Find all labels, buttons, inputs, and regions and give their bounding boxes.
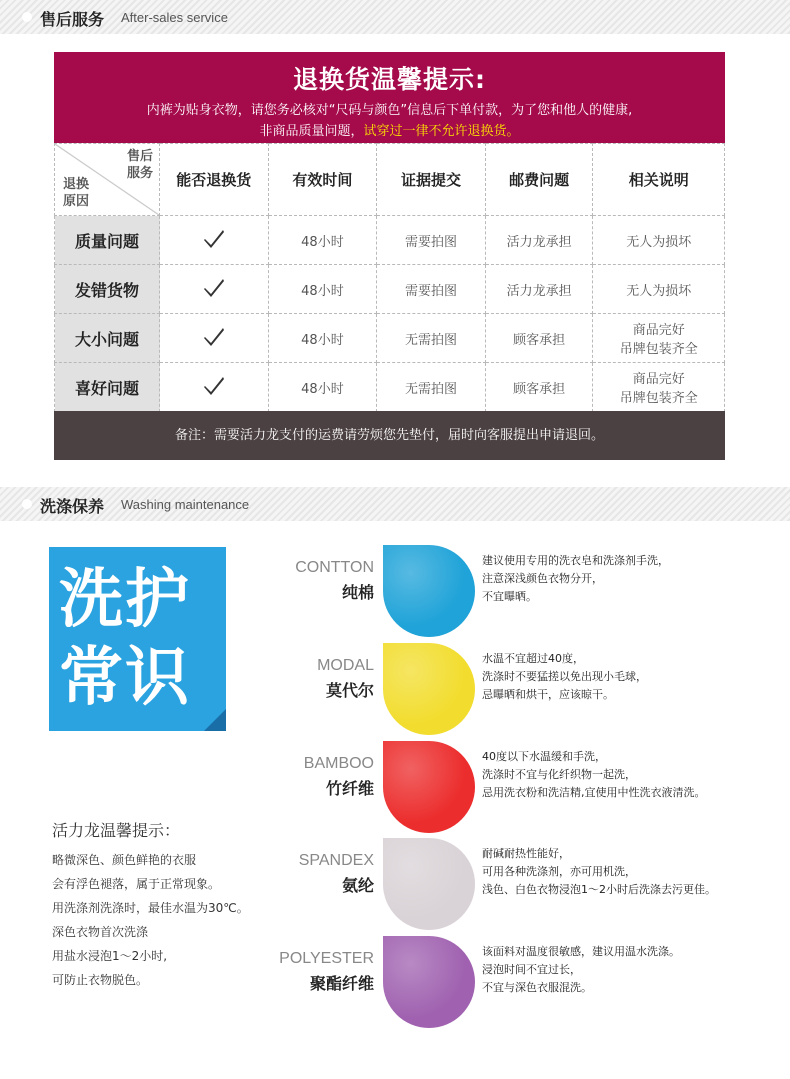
banner-title: 退换货温馨提示: xyxy=(293,65,486,94)
care-line: 可用各种洗涤剂，亦可用机洗， xyxy=(482,865,636,878)
care-line: 忌用洗衣粉和洗洁精,宜使用中性洗衣液清洗。 xyxy=(482,786,706,799)
remark-line: 无人为损坏 xyxy=(626,283,692,299)
remark-cell xyxy=(593,265,725,314)
care-line: 该面料对温度很敏感，建议用温水洗涤。 xyxy=(482,945,680,958)
time-cell: 48小时 xyxy=(268,265,377,314)
check-icon xyxy=(203,325,225,347)
returnable-cell xyxy=(160,265,269,314)
care-line: 不宜曝晒。 xyxy=(482,590,537,603)
tips-heading: 活力龙温馨提示： xyxy=(52,821,181,840)
tips-line: 会有浮色褪落，属于正常现象。 xyxy=(52,877,221,891)
care-line: 洗涤时不要猛搓以免出现小毛球， xyxy=(482,670,647,683)
section-header-washing xyxy=(0,487,790,521)
tips-line: 用洗涤剂洗涤时，最佳水温为30℃。 xyxy=(52,901,249,915)
care-line: 忌曝晒和烘干，应该晾干。 xyxy=(482,688,614,701)
tips-line: 可防止衣物脱色。 xyxy=(52,973,149,987)
bullet-dot-icon xyxy=(22,12,32,22)
table-header-row xyxy=(55,144,725,216)
fabric-name-zh: 莫代尔 xyxy=(325,681,374,700)
column-header: 有效时间 xyxy=(268,144,377,216)
postage-cell: 活力龙承担 xyxy=(485,265,593,314)
care-line: 洗涤时不宜与化纤织物一起洗， xyxy=(482,768,636,781)
column-header: 证据提交 xyxy=(377,144,486,216)
fabric-swatch xyxy=(383,545,475,637)
postage-cell: 顾客承担 xyxy=(485,363,593,412)
care-title-line-2: 常识 xyxy=(59,641,191,715)
evidence-cell: 无需拍图 xyxy=(377,363,486,412)
bullet-dot-icon xyxy=(22,499,32,509)
fabric-swatch xyxy=(383,643,475,735)
banner-line-2-plain: 非商品质量问题， xyxy=(259,124,364,139)
remark-cell xyxy=(593,216,725,265)
row-reason: 喜好问题 xyxy=(55,363,160,412)
section-header-after-sales xyxy=(0,0,790,34)
fabric-name-en: POLYESTER xyxy=(279,950,374,967)
table-row xyxy=(55,363,725,412)
fabric-name-zh: 聚酯纤维 xyxy=(309,974,374,993)
fabric-name-zh: 竹纤维 xyxy=(325,779,374,798)
row-reason: 质量问题 xyxy=(55,216,160,265)
evidence-cell: 无需拍图 xyxy=(377,314,486,363)
fabric-swatch xyxy=(383,741,475,833)
returnable-cell xyxy=(160,216,269,265)
fabric-swatch xyxy=(383,838,475,930)
fabric-name-en: CONTTON xyxy=(295,559,374,576)
check-icon xyxy=(203,374,225,396)
fabric-name-zh: 纯棉 xyxy=(341,583,374,602)
tips-line: 略微深色、颜色鲜艳的衣服 xyxy=(52,853,197,867)
fabric-name-en: MODAL xyxy=(317,657,374,674)
table-row xyxy=(55,314,725,363)
column-header: 能否退换货 xyxy=(160,144,269,216)
time-cell: 48小时 xyxy=(268,314,377,363)
folded-corner-icon xyxy=(204,709,226,731)
care-title-line-1: 洗护 xyxy=(59,563,191,637)
care-line: 40度以下水温缓和手洗， xyxy=(482,750,606,763)
remark-cell xyxy=(593,363,725,412)
postage-cell: 顾客承担 xyxy=(485,314,593,363)
remark-line: 商品完好 xyxy=(632,323,685,338)
returnable-cell xyxy=(160,314,269,363)
care-line: 建议使用专用的洗衣皂和洗涤剂手洗， xyxy=(482,554,669,567)
fabric-swatch xyxy=(383,936,475,1028)
tips-line: 深色衣物首次洗涤 xyxy=(52,925,149,939)
fabric-care-description xyxy=(482,845,716,899)
section-title: 售后服务 xyxy=(40,10,105,29)
footnote-bar: 备注：需要活力龙支付的运费请劳烦您先垫付，届时向客服提出申请退回。 xyxy=(54,411,725,460)
table-row xyxy=(55,216,725,265)
fabric-name-en: SPANDEX xyxy=(298,852,374,869)
return-notice-banner xyxy=(54,52,725,143)
fabric-care-description xyxy=(482,748,706,802)
row-reason: 大小问题 xyxy=(55,314,160,363)
table-row xyxy=(55,265,725,314)
fabric-care-description xyxy=(482,552,669,606)
remark-line: 无人为损坏 xyxy=(626,234,692,250)
care-line: 水温不宜超过40度， xyxy=(482,652,584,665)
returnable-cell xyxy=(160,363,269,412)
time-cell: 48小时 xyxy=(268,216,377,265)
fabric-name-en: BAMBOO xyxy=(303,755,374,772)
remark-cell xyxy=(593,314,725,363)
fabric-care-description xyxy=(482,943,680,997)
diagonal-header xyxy=(55,144,159,215)
care-line: 耐碱耐热性能好， xyxy=(482,847,570,860)
postage-cell: 活力龙承担 xyxy=(485,216,593,265)
evidence-cell: 需要拍图 xyxy=(377,265,486,314)
section-subtitle: After-sales service xyxy=(121,10,228,25)
tips-line: 用盐水浸泡1～2小时, xyxy=(52,949,168,963)
check-icon xyxy=(203,227,225,249)
evidence-cell: 需要拍图 xyxy=(377,216,486,265)
banner-line-2 xyxy=(54,120,725,139)
section-title: 洗涤保养 xyxy=(40,497,105,516)
banner-line-1: 内裤为贴身衣物，请您务必核对“尺码与颜色”信息后下单付款，为了您和他人的健康, xyxy=(146,103,633,118)
remark-line: 吊牌包装齐全 xyxy=(619,391,698,406)
remark-line: 吊牌包装齐全 xyxy=(619,342,698,357)
remark-line: 商品完好 xyxy=(632,372,685,387)
time-cell: 48小时 xyxy=(268,363,377,412)
banner-line-2-highlight: 试穿过一律不允许退换货。 xyxy=(363,124,520,139)
check-icon xyxy=(203,276,225,298)
care-line: 不宜与深色衣服混洗。 xyxy=(482,981,592,994)
row-reason: 发错货物 xyxy=(55,265,160,314)
corner-bottom-label: 退换 原因 xyxy=(63,177,90,209)
corner-header-cell xyxy=(55,144,160,216)
return-policy-table xyxy=(54,143,725,412)
care-line: 浸泡时间不宜过长， xyxy=(482,963,581,976)
column-header: 相关说明 xyxy=(593,144,725,216)
column-header: 邮费问题 xyxy=(485,144,593,216)
care-line: 注意深浅颜色衣物分开， xyxy=(482,572,603,585)
care-line: 浅色、白色衣物浸泡1～2小时后洗涤去污更佳。 xyxy=(482,883,716,896)
fabric-care-description xyxy=(482,650,647,704)
fabric-name-zh: 氨纶 xyxy=(341,876,374,895)
section-subtitle: Washing maintenance xyxy=(121,497,250,512)
corner-top-label: 售后 服务 xyxy=(126,149,153,181)
